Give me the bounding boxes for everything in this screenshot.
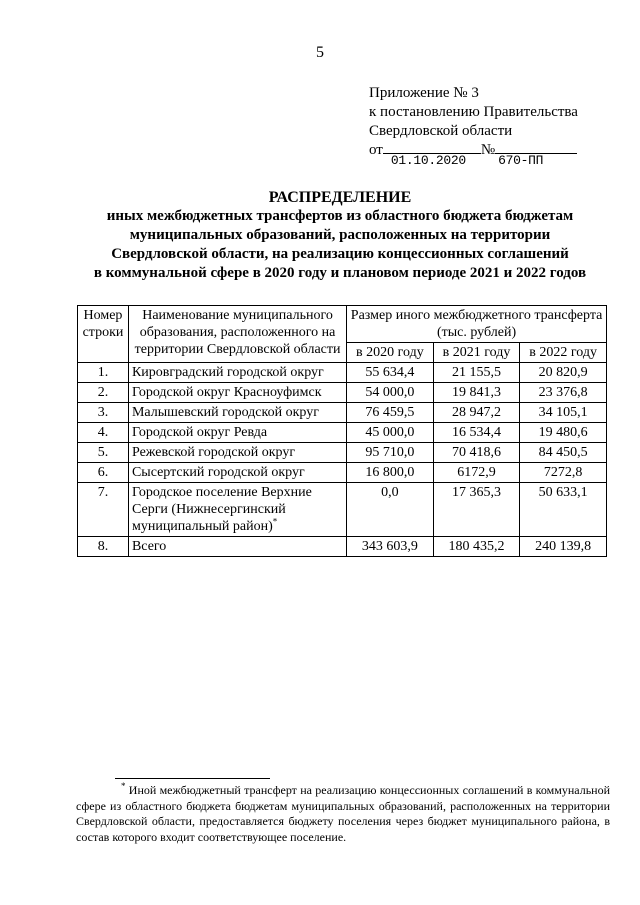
row-2020: 16 800,0 <box>347 463 434 483</box>
row-2020: 76 459,5 <box>347 403 434 423</box>
row-2021: 28 947,2 <box>433 403 520 423</box>
row-2021: 180 435,2 <box>433 537 520 557</box>
row-num: 5. <box>78 443 129 463</box>
title-line-2: муниципальных образований, расположенных на территории <box>129 227 551 243</box>
row-num: 1. <box>78 363 129 383</box>
row-num: 4. <box>78 423 129 443</box>
row-2021: 17 365,3 <box>433 483 520 537</box>
row-2020: 45 000,0 <box>347 423 434 443</box>
footnote-text: Иной межбюджетный трансферт на реализацию концессионных соглашений в коммунальной сфере из областного бюджета бюджетам муниципальных образований, расположенных на территории Свердловской области, предоставляется бюджету поселения через бюджет муниципального района, в состав которого входит соответствующее поселение. <box>76 783 611 844</box>
row-num: 3. <box>78 403 129 423</box>
row-2020: 0,0 <box>347 483 434 537</box>
table-row <box>78 483 607 537</box>
table-row <box>78 463 607 483</box>
row-2020: 55 634,4 <box>347 363 434 383</box>
row-name: Городской округ Ревда <box>128 423 346 443</box>
header-num: Номер строки <box>78 306 129 363</box>
row-2022: 23 376,8 <box>520 383 607 403</box>
row-name: Городское поселение Верхние Серги (Нижнесергинский муниципальный район) <box>131 485 312 534</box>
row-name: Городской округ Красноуфимск <box>128 383 346 403</box>
row-name-cell <box>128 483 346 537</box>
row-2021: 16 534,4 <box>433 423 520 443</box>
title-heading: РАСПРЕДЕЛЕНИЕ <box>268 189 412 206</box>
footnote <box>76 783 610 845</box>
number-sign: № <box>480 142 496 158</box>
row-2022: 19 480,6 <box>520 423 607 443</box>
row-num: 6. <box>78 463 129 483</box>
row-num: 2. <box>78 383 129 403</box>
row-2022: 7272,8 <box>520 463 607 483</box>
row-2022: 240 139,8 <box>520 537 607 557</box>
row-2020: 343 603,9 <box>347 537 434 557</box>
appendix-date-line <box>369 141 578 168</box>
appendix-line-2: к постановлению Правительства <box>369 104 578 120</box>
appendix-line-3: Свердловской области <box>369 123 513 139</box>
footnote-mark: * <box>272 516 278 527</box>
row-2020: 54 000,0 <box>347 383 434 403</box>
row-name: Кировградский городской округ <box>128 363 346 383</box>
table-row <box>78 403 607 423</box>
row-2021: 21 155,5 <box>433 363 520 383</box>
table-row-total <box>78 537 607 557</box>
table-row <box>78 363 607 383</box>
table-row <box>78 383 607 403</box>
transfer-table <box>77 305 607 557</box>
page-number: 5 <box>316 44 324 61</box>
header-name: Наименование муниципального образования, расположенного на территории Свердловской области <box>128 306 346 363</box>
number-value: 670-ПП <box>498 153 544 168</box>
appendix-line-1: Приложение № 3 <box>369 85 479 101</box>
header-2021: в 2021 году <box>433 343 520 363</box>
row-name: Всего <box>128 537 346 557</box>
row-name: Режевской городской округ <box>128 443 346 463</box>
table-row <box>78 443 607 463</box>
footnote-divider <box>115 778 270 779</box>
row-2022: 84 450,5 <box>520 443 607 463</box>
document-title <box>60 188 620 283</box>
row-2022: 20 820,9 <box>520 363 607 383</box>
date-prefix: от <box>369 142 383 158</box>
row-name: Малышевский городской округ <box>128 403 346 423</box>
row-num: 7. <box>78 483 129 537</box>
row-num: 8. <box>78 537 129 557</box>
title-line-3: Свердловской области, на реализацию концессионных соглашений <box>111 246 569 262</box>
header-2020: в 2020 году <box>347 343 434 363</box>
row-name: Сысертский городской округ <box>128 463 346 483</box>
title-line-1: иных межбюджетных трансфертов из областного бюджета бюджетам <box>106 208 574 224</box>
date-value: 01.10.2020 <box>390 153 466 168</box>
row-2021: 70 418,6 <box>433 443 520 463</box>
appendix-block <box>369 84 578 168</box>
row-2021: 6172,9 <box>433 463 520 483</box>
header-amount: Размер иного межбюджетного трансферта (тыс. рублей) <box>347 306 607 343</box>
row-2020: 95 710,0 <box>347 443 434 463</box>
title-line-4: в коммунальной сфере в 2020 году и плановом периоде 2021 и 2022 годов <box>93 265 587 281</box>
row-2022: 50 633,1 <box>520 483 607 537</box>
row-2022: 34 105,1 <box>520 403 607 423</box>
header-2022: в 2022 году <box>520 343 607 363</box>
table-row <box>78 423 607 443</box>
footnote-mark: * <box>121 781 126 791</box>
row-2021: 19 841,3 <box>433 383 520 403</box>
